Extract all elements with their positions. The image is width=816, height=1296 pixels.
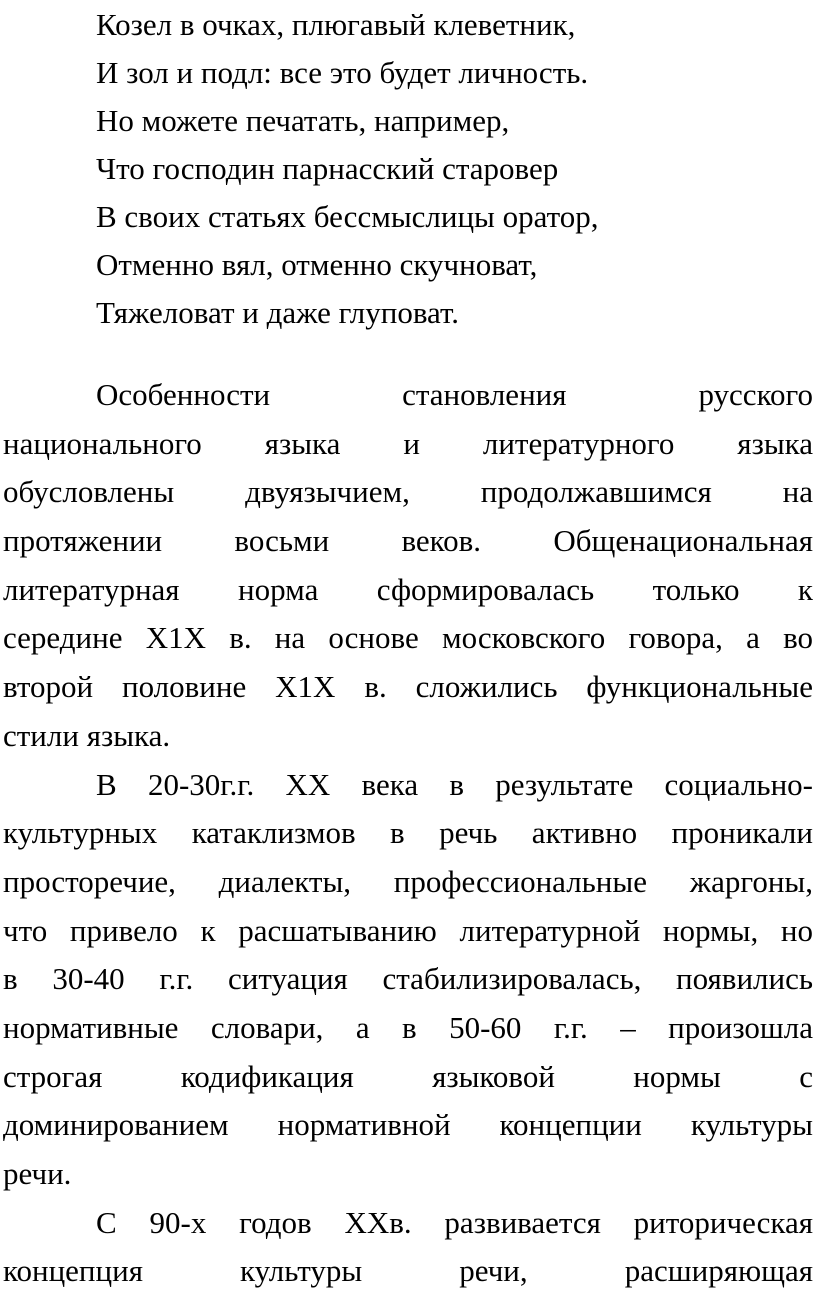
paragraph-line: литературная норма сформировалась только к — [3, 571, 813, 607]
paragraph-line: С 90-х годов ХХв. развивается риторическая — [96, 1204, 813, 1240]
paragraph-line: в 30-40 г.г. ситуация стабилизировалась, появились — [3, 961, 813, 997]
paragraph-line: Особенности становления русского — [96, 377, 813, 412]
paragraph-line: нормативные словари, а в 50-60 г.г. – произошла — [3, 1009, 813, 1045]
poem-quote — [96, 1, 598, 337]
paragraph-line: середине Х1Х в. на основе московского говора, а во — [3, 620, 813, 656]
poem-line: Козел в очках, плюгавый клеветник, — [96, 7, 576, 42]
poem-line: В своих статьях бессмыслицы оратор, — [96, 199, 599, 234]
poem-line: Тяжеловат и даже глуповат. — [96, 295, 459, 330]
paragraph-line: доминированием нормативной концепции культуры — [3, 1107, 813, 1143]
poem-line: И зол и подл: все это будет личность. — [96, 55, 589, 90]
paragraph-20th-century — [3, 761, 813, 1199]
poem-line: Но можете печатать, например, — [96, 103, 510, 138]
paragraph-language-formation — [3, 371, 813, 761]
paragraph-line: обусловлены двуязычием, продолжавшимся на — [3, 474, 813, 510]
paragraph-rhetorical-concept — [3, 1199, 813, 1296]
paragraph-line: просторечие, диалекты, профессиональные жаргоны, — [3, 863, 813, 899]
poem-line: Отменно вял, отменно скучноват, — [96, 247, 538, 282]
paragraph-line: строгая кодификация языковой нормы с — [3, 1058, 813, 1094]
paragraph-line: протяжении восьми веков. Общенациональная — [3, 523, 813, 559]
body-text — [3, 371, 813, 1296]
paragraph-line: В 20-30г.г. ХХ века в результате социально- — [96, 766, 813, 802]
paragraph-line: стили языка. — [3, 717, 171, 753]
paragraph-line: культурных катаклизмов в речь активно проникали — [3, 815, 813, 851]
paragraph-line: что привело к расшатыванию литературной нормы, но — [3, 912, 813, 948]
paragraph-line: национального языка и литературного языка — [3, 425, 813, 461]
paragraph-line: второй половине Х1Х в. сложились функциональные — [3, 669, 813, 705]
poem-line: Что господин парнасский старовер — [96, 151, 559, 186]
paragraph-line: концепция культуры речи, расширяющая — [3, 1253, 813, 1289]
paragraph-line: речи. — [3, 1156, 72, 1191]
